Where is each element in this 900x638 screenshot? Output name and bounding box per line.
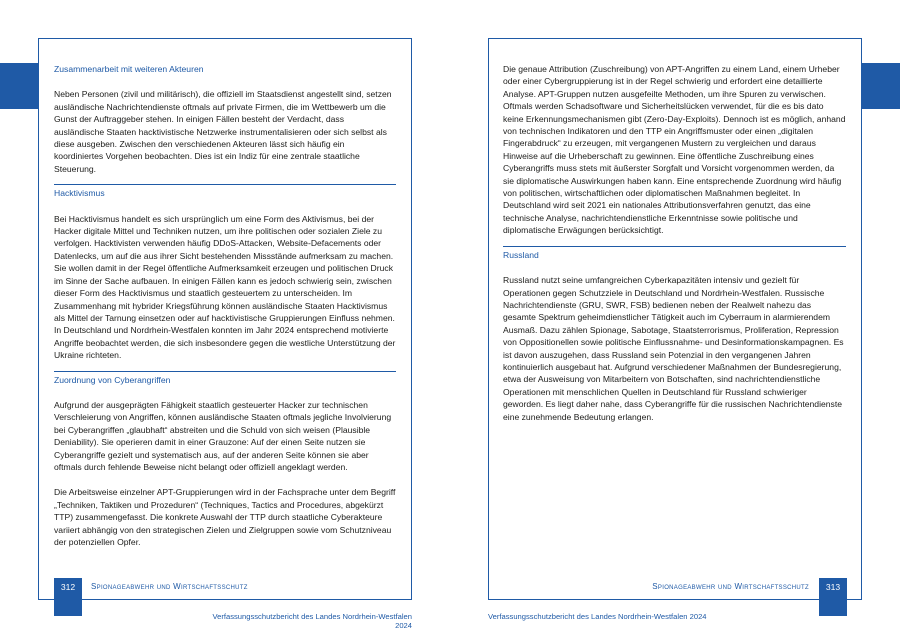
- footer-right: Verfassungsschutzbericht des Landes Nordrhein-Westfalen 2024: [488, 612, 707, 621]
- page-number-left: 312: [54, 578, 82, 616]
- page-number-right: 313: [819, 578, 847, 616]
- section-divider: [54, 184, 396, 185]
- left-edge-tab: [0, 63, 38, 109]
- footer-left: Verfassungsschutzbericht des Landes Nordrhein-Westfalen 2024: [212, 612, 412, 630]
- running-head-left: Spionageabwehr und Wirtschaftsschutz: [91, 582, 248, 591]
- running-head-right: Spionageabwehr und Wirtschaftsschutz: [652, 582, 809, 591]
- section-heading-hacktivismus: Hacktivismus: [54, 188, 105, 199]
- left-page-column: [54, 63, 396, 548]
- paragraph-zusammenarbeit: Neben Personen (zivil und militärisch), die offiziell im Staatsdienst angestellt sind, setzen ausländische Nachrichtendienste oftmals auf private Firmen, die im Wettbewerb um die Gunst der Auftraggeber stehen. In einigen Fällen besteht der Verdacht, dass ausländische Staaten hacktivistische Netzwerke instrumentalisieren oder sich selbst als diese ausgeben. Zwischen den verschiedenen Akteuren lässt sich häufig ein koordiniertes Vorgehen beobachten. Dies ist ein Indiz für eine zentrale staatliche Steuerung.: [54, 89, 392, 174]
- paragraph-attribution: Die genaue Attribution (Zuschreibung) von APT-Angriffen zu einem Land, einem Urheber oder einer Cybergruppierung ist in der Regel schwierig und erfordert eine detaillierte Analyse. APT-Gruppen nutzen ausgefeilte Methoden, um ihre Spuren zu verwischen. Oftmals werden Schadsoftware und Sicherheitslücken verwendet, für die es bis dato keine Erkennungsmechanismen gibt (Zero-Day-Exploits). Dennoch ist es möglich, anhand von technischen Indikatoren und den TTP ein Angriffsmuster oder einen „digitalen Fingerabdruck“ zu erzeugen, mit vergangenen Mustern zu vergleichen und daraus Hinweise auf die Urheberschaft zu gewinnen. Eine öffentliche Zuschreibung eines Cyberangriffs muss stets mit äußerster Sorgfalt und Vorsicht vorgenommen werden, da sie diplomatische Auswirkungen haben kann. Eine entsprechende Zuordnung wird häufig von politischen, wirtschaftlichen oder diplomatischen Maßnahmen begleitet. In Deutschland wird seit 2021 ein nationales Attributionsverfahren genutzt, das eine technische Analyse, nachrichtendienstliche Erkenntnisse sowie politische und diplomatische Erwägungen berücksichtigt.: [503, 64, 846, 236]
- section-heading-zusammenarbeit: Zusammenarbeit mit weiteren Akteuren: [54, 64, 204, 74]
- paragraph-hacktivismus: Bei Hacktivismus handelt es sich ursprünglich um eine Form des Aktivismus, bei der Hacker digitale Mittel und Techniken nutzen, um ihre politischen oder sozialen Ziele zu verfolgen. Hacktivisten verwenden häufig DDoS-Attacken, Website-Defacements oder Datenlecks, um auf die aus ihrer Sicht bestehenden Missstände aufmerksam zu machen. Sie wollen damit in der Regel öffentliche Aufmerksamkeit erzeugen und politischen Druck im Sinne der Sache aufbauen. In einigen Fällen kann es jedoch schwierig sein, zwischen dieser Form des Hacktivismus und staatlich gesteuertem zu unterscheiden. Im Zusammenhang mit hybrider Kriegsführung können ausländische Staaten Hacktivismus als Mittel der Tarnung einsetzen oder auf hacktivistische Gruppierungen Einfluss nehmen. In Deutschland und Nordrhein-Westfalen konnten im Jahr 2024 entsprechend motivierte Angriffe beobachtet werden, die sich insbesondere gegen die westliche Unterstützung der Ukraine richteten.: [54, 213, 396, 361]
- section-divider: [503, 246, 846, 247]
- paragraph-zuordnung-1: Aufgrund der ausgeprägten Fähigkeit staatlich gesteuerter Hacker zur technischen Verschleierung von Angriffen, können ausländische Staaten oftmals jegliche Involvierung bei Cyberangriffen „glaubhaft“ abstreiten und die Schuld von sich weisen (Plausible Deniability). Sie operieren damit in einer Grauzone: Auf der einen Seite nutzen sie Cyberangriffe gezielt und systematisch aus, auf der anderen Seite können sie aber oftmals durch fehlende Beweise nicht belangt oder offiziell angeklagt werden.: [54, 399, 392, 472]
- right-edge-tab: [862, 63, 900, 109]
- paragraph-russland: Russland nutzt seine umfangreichen Cyberkapazitäten intensiv und gezielt für Operationen gegen Schutzziele in Deutschland und Nordrhein-Westfalen. Russische Nachrichtendienste (GRU, SWR, FSB) bedienen neben der Realwelt nahezu das gesamte Spektrum geheimdienstlicher Tätigkeit auch im Cyberraum in alarmierendem Ausmaß. Dazu zählen Spionage, Sabotage, Staatsterrorismus, Proliferation, Repression von Oppositionellen sowie politische Einflussnahme- und Desinformationskampagnen. Es ist davon auszugehen, dass Russland sein Potenzial in den vergangenen Jahren kontinuierlich ausgebaut hat. Aufgrund verschiedener Maßnahmen der Bundesregierung, etwa der Ausweisung von Mitarbeitern von Botschaften, sind nachrichtendienstliche Operationen mit menschlichen Quellen in Deutschland für Russland schwieriger geworden. Es liegt daher nahe, dass Cyberangriffe für die russischen Nachrichtendienste eine zunehmende Bedeutung erlangen.: [503, 275, 844, 422]
- paragraph-zuordnung-2: Die Arbeitsweise einzelner APT-Gruppierungen wird in der Fachsprache unter dem Begriff „Techniken, Taktiken und Prozeduren“ (Techniques, Tactics and Procedures, abgekürzt TTP) zusammengefasst. Die konkrete Auswahl der TTP durch staatliche Cyberakteure variiert abhängig von den strategischen Zielen und Zielgruppen sowie vom Schutzniveau der potenziellen Opfer.: [54, 487, 396, 547]
- section-heading-zuordnung: Zuordnung von Cyberangriffen: [54, 374, 171, 385]
- section-heading-russland: Russland: [503, 249, 539, 260]
- right-page-column: [503, 63, 846, 423]
- section-divider: [54, 371, 396, 372]
